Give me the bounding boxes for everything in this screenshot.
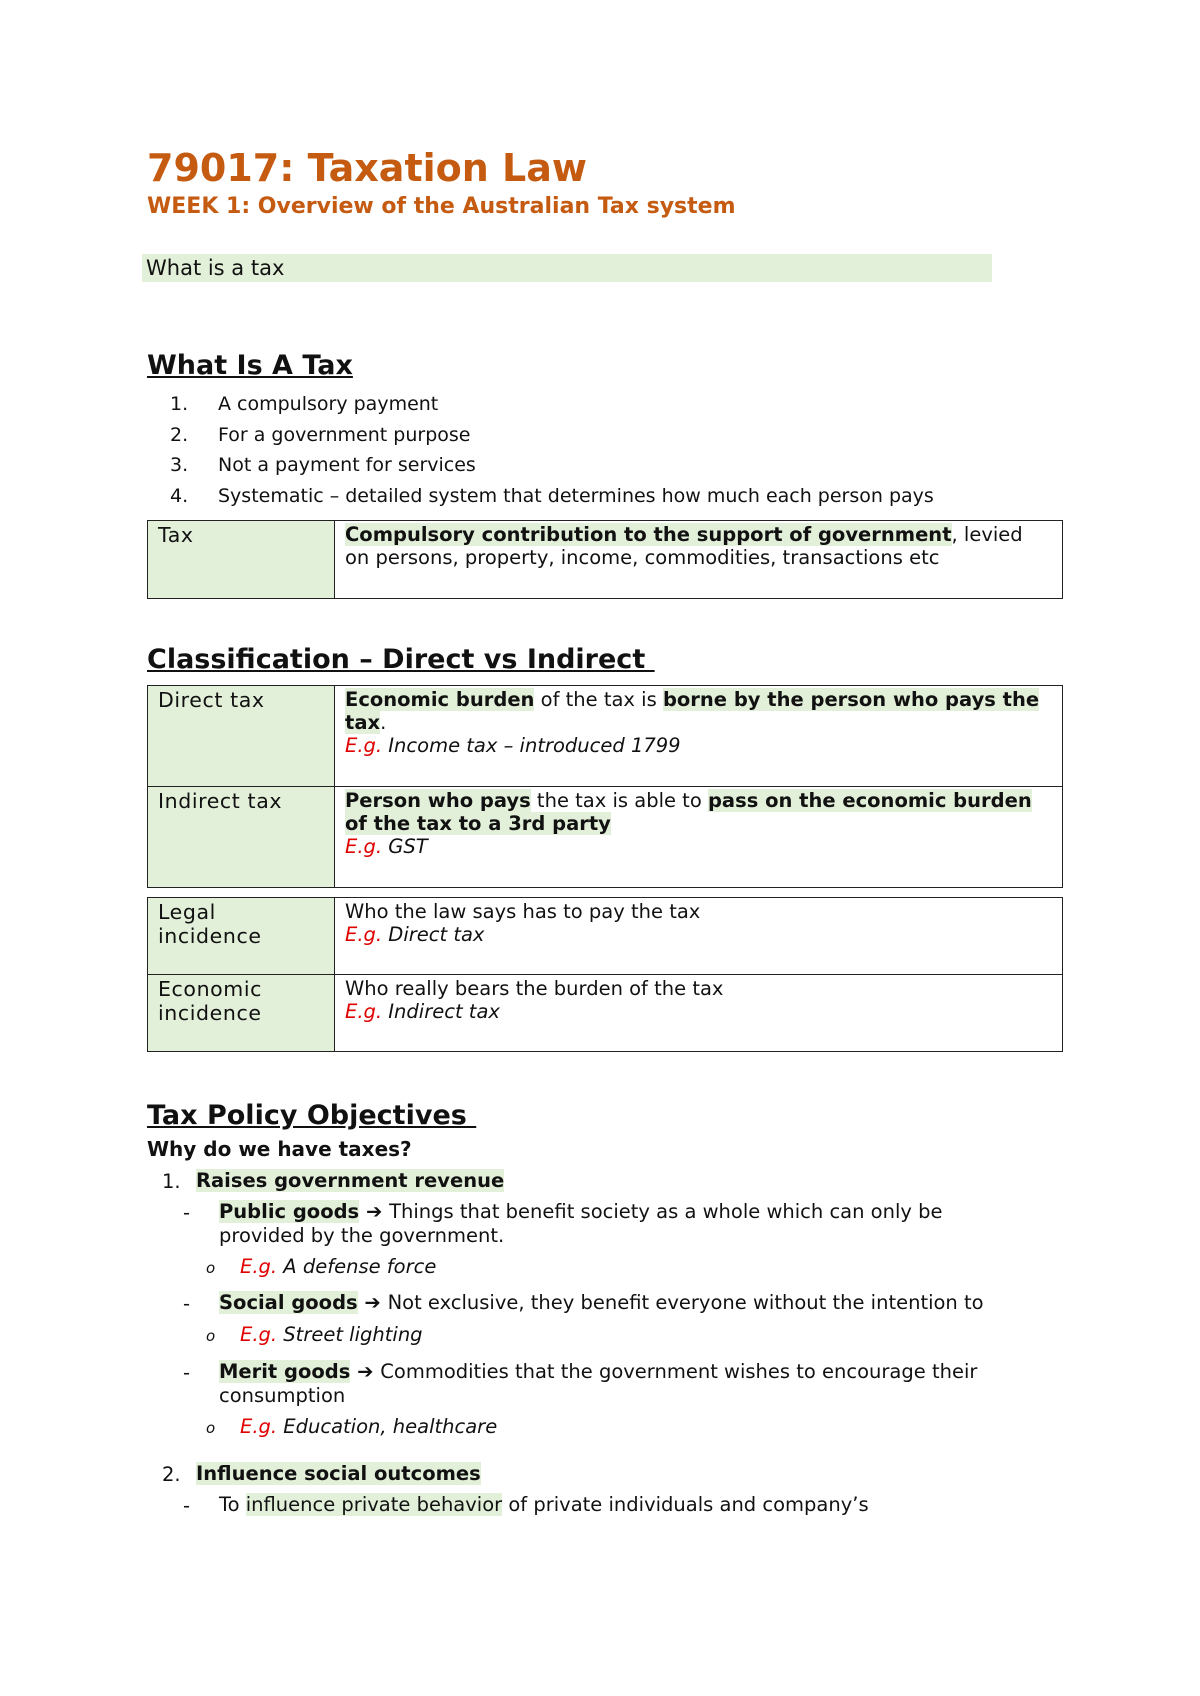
list-item: 4. Systematic – detailed system that determines how much each person pays [170, 484, 934, 507]
list-item: 3. Not a payment for services [170, 454, 476, 476]
incidence-table [147, 897, 1063, 1052]
table-row [148, 898, 1063, 975]
list-item: 2. For a government purpose [170, 423, 471, 446]
public-goods-line: Public goods ➔ Things that benefit society as a whole which can only be [219, 1200, 943, 1223]
table-key: Indirect tax [148, 787, 335, 888]
table-row [148, 521, 1063, 599]
table-key: Legal incidence [148, 898, 335, 975]
tax-criteria-list [170, 389, 934, 511]
heading-what-is-a-tax: What Is A Tax [147, 350, 353, 381]
table-row [148, 686, 1063, 787]
circle-bullet: o [206, 1327, 216, 1345]
table-value: Who the law says has to pay the tax E.g. Direct tax [335, 898, 1063, 975]
table-key: Economic incidence [148, 975, 335, 1052]
public-goods-line-2: provided by the government. [219, 1224, 505, 1247]
merit-goods-example: E.g. Education, healthcare [240, 1415, 498, 1438]
list-number: 1. [162, 1170, 181, 1193]
tax-definition-table [147, 520, 1063, 599]
policy-question: Why do we have taxes? [147, 1137, 412, 1161]
table-key: Direct tax [148, 686, 335, 787]
social-goods-line: Social goods ➔ Not exclusive, they benefit everyone without the intention to [219, 1291, 984, 1314]
dash-bullet: - [183, 1201, 191, 1224]
document-title: 79017: Taxation Law [147, 146, 587, 190]
list-number: 2. [162, 1463, 181, 1486]
circle-bullet: o [206, 1419, 216, 1437]
heading-tax-policy: Tax Policy Objectives [147, 1100, 477, 1131]
influence-line: To influence private behavior of private individuals and company’s [219, 1493, 869, 1516]
table-value: Compulsory contribution to the support of government, levied on persons, property, income, commodities, transactions etc [335, 521, 1063, 599]
document-subtitle: WEEK 1: Overview of the Australian Tax system [147, 194, 736, 219]
objective-1: Raises government revenue [196, 1169, 505, 1192]
table-row [148, 787, 1063, 888]
social-goods-example: E.g. Street lighting [240, 1323, 423, 1346]
toc-entry[interactable]: What is a tax [142, 254, 992, 282]
table-value: Who really bears the burden of the tax E.g. Indirect tax [335, 975, 1063, 1052]
dash-bullet: - [183, 1292, 191, 1315]
table-key: Tax [148, 521, 335, 599]
merit-goods-line: Merit goods ➔ Commodities that the government wishes to encourage their [219, 1360, 978, 1383]
list-item: 1. A compulsory payment [170, 393, 439, 415]
public-goods-example: E.g. A defense force [240, 1255, 437, 1278]
dash-bullet: - [183, 1494, 191, 1517]
table-row [148, 975, 1063, 1052]
objective-2: Influence social outcomes [196, 1462, 481, 1485]
table-value: Economic burden of the tax is borne by the person who pays the tax. E.g. Income tax – introduced 1799 [335, 686, 1063, 787]
merit-goods-line-2: consumption [219, 1384, 346, 1407]
dash-bullet: - [183, 1361, 191, 1384]
direct-indirect-table [147, 685, 1063, 888]
circle-bullet: o [206, 1259, 216, 1277]
table-value: Person who pays the tax is able to pass on the economic burden of the tax to a 3rd party E.g. GST [335, 787, 1063, 888]
heading-classification: Classification – Direct vs Indirect [147, 644, 655, 675]
